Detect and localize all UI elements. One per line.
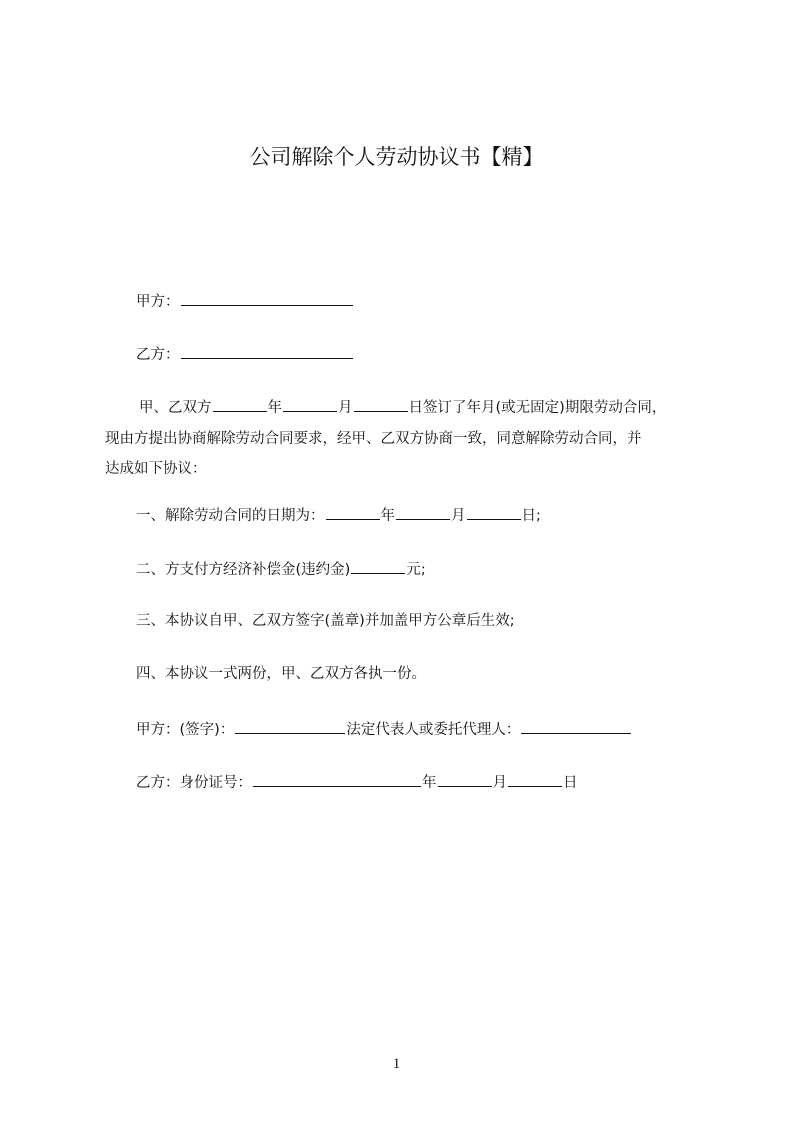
intro-paragraph [105, 393, 703, 485]
party-b-blank [181, 343, 353, 359]
sign-b-blank-day [508, 771, 562, 787]
intro-text-2: 日签订了年月(或无固定)期限劳动合同， [408, 400, 667, 416]
item-1-day: 日; [521, 508, 541, 524]
intro-month: 月 [338, 400, 353, 416]
item-3: 三、本协议自甲、乙双方签字(盖章)并加盖甲方公章后生效; [136, 613, 515, 629]
sign-a-rep-blank [521, 718, 631, 734]
sign-b-blank-month [438, 771, 492, 787]
party-a-line [136, 290, 354, 312]
item-1-blank-day [467, 504, 521, 520]
intro-line-3: 达成如下协议： [105, 461, 207, 477]
item-1-month: 月 [451, 508, 466, 524]
intro-line-2: 现由方提出协商解除劳动合同要求，经甲、乙双方协商一致，同意解除劳动合同，并 [105, 430, 642, 447]
sign-b-day: 日 [563, 775, 578, 791]
document-title: 公司解除个人劳动协议书【精】 [249, 145, 544, 169]
sign-b-month: 月 [492, 775, 507, 791]
sign-b-label: 乙方：身份证号： [136, 775, 252, 791]
intro-text-1: 甲、乙双方 [139, 400, 212, 416]
party-a-blank [181, 290, 353, 306]
party-b-line [136, 343, 354, 365]
item-2-unit: 元; [406, 562, 426, 578]
sign-a-blank [235, 718, 345, 734]
sign-b-year: 年 [422, 775, 437, 791]
item-4: 四、本协议一式两份，甲、乙双方各执一份。 [136, 666, 426, 682]
party-b-label: 乙方： [136, 347, 180, 363]
signature-a-line [136, 718, 632, 740]
intro-year: 年 [267, 400, 282, 416]
sign-b-id-blank [253, 771, 421, 787]
item-2 [136, 558, 426, 580]
item-1-blank-month [396, 504, 450, 520]
blank-month [283, 396, 337, 412]
item-1-year: 年 [380, 508, 395, 524]
item-1-blank-year [326, 504, 380, 520]
sign-a-rep-label: 法定代表人或委托代理人： [346, 722, 521, 738]
party-a-label: 甲方： [136, 294, 180, 310]
blank-year [213, 396, 267, 412]
item-2-text: 二、方支付方经济补偿金(违约金) [136, 562, 351, 578]
intro-line-1 [105, 393, 703, 424]
blank-day [354, 396, 408, 412]
item-2-blank-amount [351, 558, 405, 574]
sign-a-label: 甲方：(签字)： [136, 722, 235, 738]
page-number: 1 [392, 1056, 401, 1072]
item-1-text: 一、解除劳动合同的日期为： [136, 508, 325, 524]
item-1 [136, 504, 541, 526]
signature-b-line [136, 771, 578, 793]
